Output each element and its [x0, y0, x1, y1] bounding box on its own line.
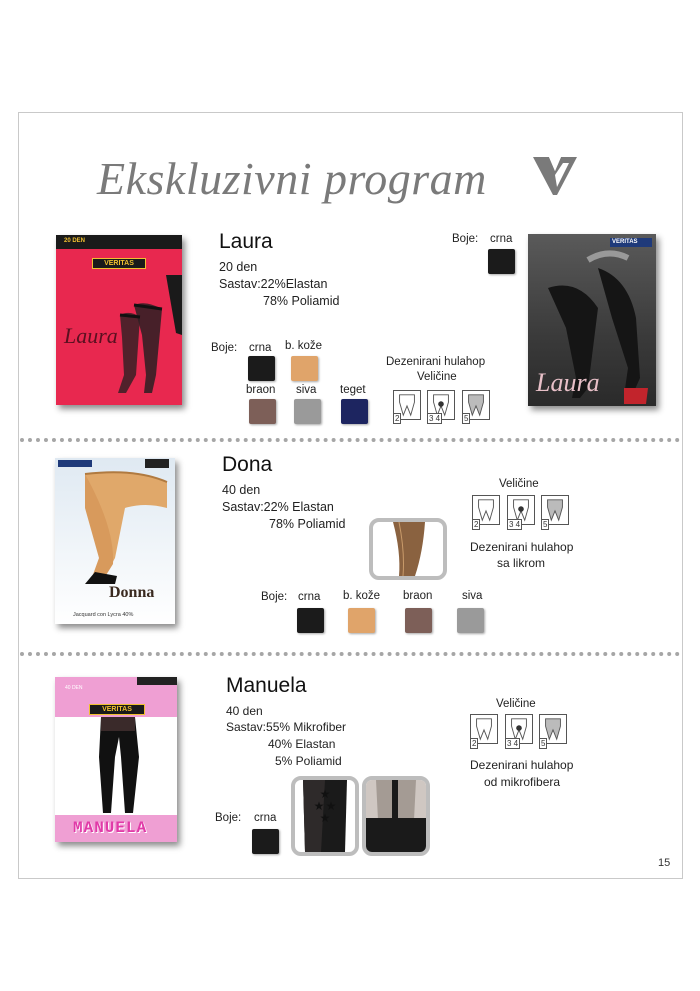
laura-pack-script: Laura — [64, 323, 118, 348]
manuela-pattern-line-1: Dezenirani hulahop — [470, 758, 574, 772]
veritas-logo-icon — [533, 157, 577, 195]
section-divider — [20, 652, 680, 656]
dona-sizes-title: Veličine — [499, 478, 539, 490]
dona-pattern-line-2: sa likrom — [497, 556, 546, 570]
laura-color-label-crna: crna — [249, 342, 272, 354]
dona-package-image — [55, 458, 175, 624]
laura-size-2: 2 — [395, 414, 400, 423]
dona-swatch-siva — [457, 608, 484, 633]
manuela-name: Manuela — [226, 674, 307, 697]
manuela-size-5: 5 — [541, 739, 546, 748]
dona-sastav-2: 78% Poliamid — [269, 517, 346, 531]
page-title: Ekskluzivni program — [97, 153, 487, 204]
dona-detail-image — [369, 518, 447, 580]
manuela-detail-image-garter — [362, 776, 430, 856]
laura-model-pack-script: Laura — [536, 368, 600, 397]
manuela-sastav-1: Sastav:55% Mikrofiber — [226, 720, 347, 734]
laura-size-34: 3 4 — [429, 414, 441, 423]
svg-text:★: ★ — [325, 799, 337, 813]
dona-pack-sub: Jacquard con Lycra 40% — [73, 612, 134, 618]
laura-side-colors-label: Boje: — [452, 233, 479, 245]
dona-size-34: 3 4 — [509, 520, 521, 529]
manuela-sastav-2: 40% Elastan — [268, 737, 336, 751]
dona-color-label-crna: crna — [298, 591, 321, 603]
laura-sizes-title: Veličine — [417, 371, 457, 383]
dona-color-label-siva: siva — [462, 590, 483, 602]
svg-text:★: ★ — [313, 799, 325, 813]
manuela-colors-label: Boje: — [215, 812, 242, 824]
manuela-size-2: 2 — [472, 739, 477, 748]
laura-model-package-image — [528, 234, 656, 406]
manuela-swatch-crna — [252, 829, 279, 854]
laura-package-image — [56, 235, 182, 405]
laura-name: Laura — [219, 230, 273, 253]
manuela-sastav-3: 5% Poliamid — [275, 754, 342, 768]
laura-color-label-siva: siva — [296, 384, 317, 396]
laura-color-label-braon: braon — [246, 384, 276, 396]
manuela-pattern-line-2: od mikrofibera — [484, 775, 561, 789]
dona-color-label-braon: braon — [403, 590, 433, 602]
dona-sastav-1: Sastav:22% Elastan — [222, 500, 334, 514]
laura-model-pack-brand: VERITAS — [612, 239, 638, 245]
manuela-pack-den: 40 DEN — [65, 685, 83, 691]
laura-pack-den: 20 DEN — [64, 238, 86, 244]
dona-pack-name: Donna — [109, 584, 155, 601]
laura-swatch-bkoze — [291, 356, 318, 381]
laura-side-color-label: crna — [490, 233, 513, 245]
svg-text:★: ★ — [319, 787, 331, 801]
laura-colors-label: Boje: — [211, 342, 238, 354]
dona-den: 40 den — [222, 483, 261, 497]
dona-swatch-braon — [405, 608, 432, 633]
laura-swatch-braon — [249, 399, 276, 424]
dona-pattern-line-1: Dezenirani hulahop — [470, 540, 574, 554]
laura-sastav-2: 78% Poliamid — [263, 294, 340, 308]
dona-name: Dona — [222, 453, 273, 476]
laura-size-5: 5 — [464, 414, 469, 423]
laura-swatch-teget — [341, 399, 368, 424]
manuela-detail-image-stars — [291, 776, 359, 856]
manuela-pack-brand: VERITAS — [102, 706, 132, 713]
page-number: 15 — [658, 857, 671, 869]
laura-swatch-crna — [248, 356, 275, 381]
dona-swatch-bkoze — [348, 608, 375, 633]
dona-size-5: 5 — [543, 520, 548, 529]
laura-pattern-title: Dezenirani hulahop — [386, 356, 486, 368]
laura-swatch-siva — [294, 399, 321, 424]
svg-text:★: ★ — [319, 811, 331, 825]
laura-sastav-1: Sastav:22%Elastan — [219, 277, 328, 291]
manuela-sizes-title: Veličine — [496, 698, 536, 710]
laura-pack-brand: VERITAS — [104, 260, 134, 267]
manuela-package-image — [55, 677, 177, 842]
laura-side-swatch-crna — [488, 249, 515, 274]
laura-den: 20 den — [219, 260, 258, 274]
manuela-size-34: 3 4 — [507, 739, 519, 748]
dona-size-2: 2 — [474, 520, 479, 529]
laura-color-label-bkoze: b. kože — [285, 340, 323, 352]
dona-swatch-crna — [297, 608, 324, 633]
dona-colors-label: Boje: — [261, 591, 288, 603]
manuela-color-label-crna: crna — [254, 812, 277, 824]
laura-color-label-teget: teget — [340, 384, 366, 396]
manuela-den: 40 den — [226, 704, 263, 718]
section-divider — [20, 438, 680, 442]
dona-color-label-bkoze: b. kože — [343, 590, 381, 602]
manuela-pack-name: MANUELA — [73, 819, 148, 837]
